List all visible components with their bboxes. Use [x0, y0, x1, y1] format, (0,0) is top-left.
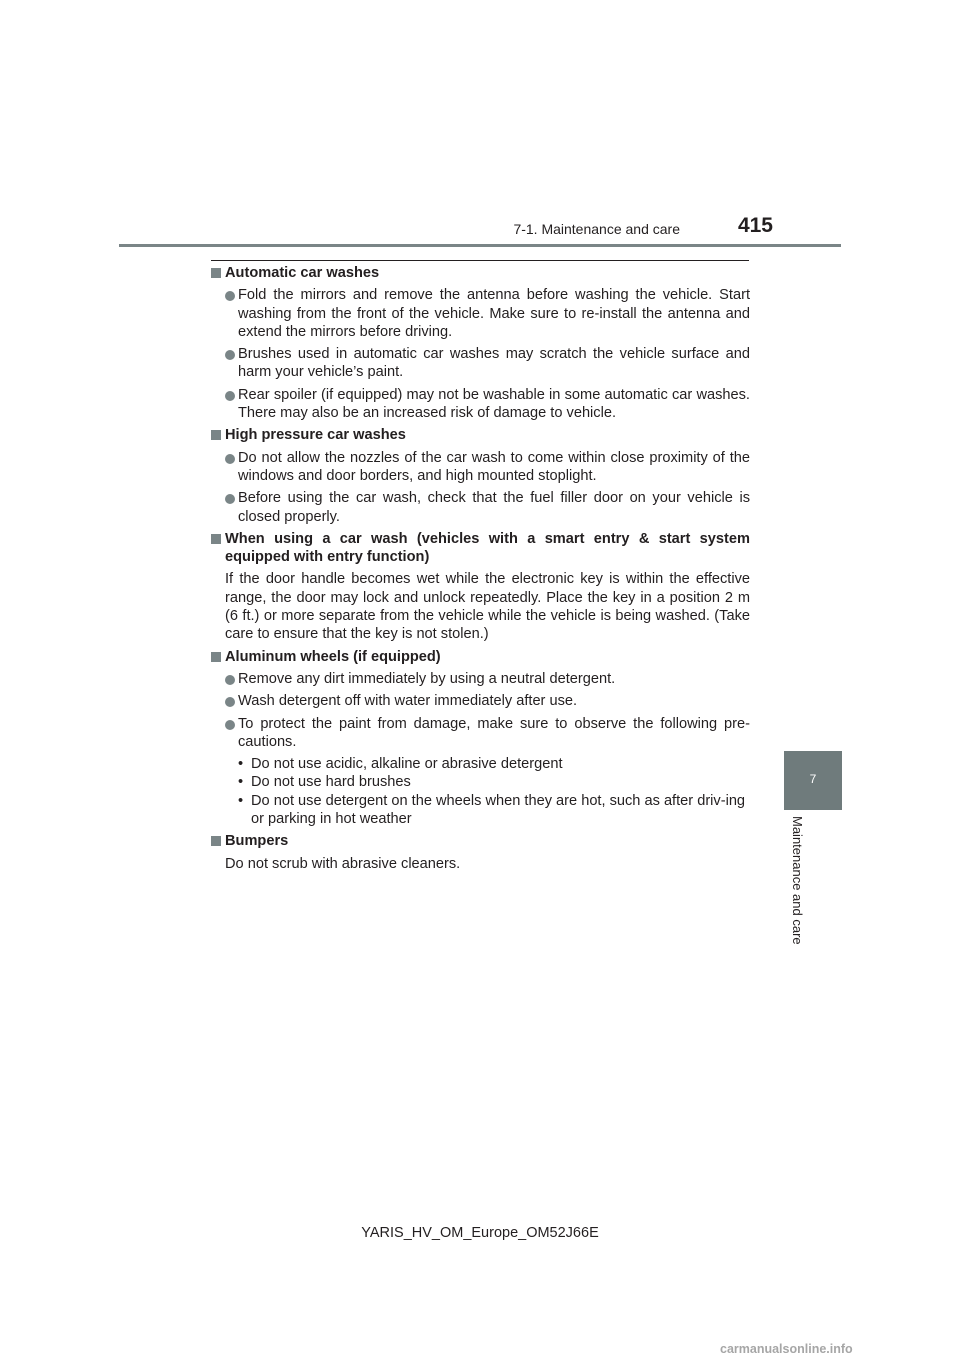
- circle-bullet-icon: [225, 291, 235, 301]
- list-item: Wash detergent off with water immediately after use.: [211, 692, 750, 710]
- section-heading-high-pressure-car-washes: High pressure car washes: [211, 426, 750, 444]
- section-heading-aluminum-wheels: Aluminum wheels (if equipped): [211, 648, 750, 666]
- chapter-number: 7: [809, 772, 817, 786]
- circle-bullet-icon: [225, 697, 235, 707]
- small-dot-icon: •: [238, 792, 244, 809]
- sub-list-item: • Do not use detergent on the wheels when they are hot, such as after driv-ing or parking in hot weather: [238, 792, 746, 828]
- square-bullet-icon: [211, 430, 221, 440]
- square-bullet-icon: [211, 268, 221, 278]
- small-dot-icon: •: [238, 774, 244, 791]
- list-item: Brushes used in automatic car washes may scratch the vehicle surface and harm your vehicle’s paint.: [211, 345, 750, 382]
- list-item: Rear spoiler (if equipped) may not be washable in some automatic car washes. There may also be an increased risk of damage to vehicle.: [211, 386, 750, 423]
- section-paragraph: If the door handle becomes wet while the electronic key is within the effective range, the door may lock and unlock repeatedly. Place the key in a position 2 m (6 ft.) or more separate from the vehicle while the vehicle is being washed. (Take care to ensure that the key is not stolen.): [225, 571, 750, 643]
- footer-document-code: YARIS_HV_OM_Europe_OM52J66E: [361, 1225, 599, 1241]
- content-top-rule: [211, 260, 749, 261]
- square-bullet-icon: [211, 836, 221, 846]
- watermark: carmanualsonline.info: [720, 1342, 853, 1356]
- list-item: To protect the paint from damage, make sure to observe the following pre-cautions.: [211, 715, 750, 752]
- circle-bullet-icon: [225, 494, 235, 504]
- header-section-title: 7-1. Maintenance and care: [513, 221, 680, 237]
- sub-list-item: • Do not use hard brushes: [238, 774, 411, 791]
- chapter-tab: [784, 751, 842, 810]
- section-paragraph: Do not scrub with abrasive cleaners.: [225, 855, 461, 872]
- sub-list-item: • Do not use acidic, alkaline or abrasive detergent: [238, 756, 563, 773]
- circle-bullet-icon: [225, 350, 235, 360]
- square-bullet-icon: [211, 534, 221, 544]
- section-heading-smart-entry: When using a car wash (vehicles with a smart entry & start system equipped with entry function): [211, 530, 750, 567]
- list-item: Fold the mirrors and remove the antenna before washing the vehicle. Start washing from the front of the vehicle. Make sure to re-install the antenna and extend the mirrors before driving.: [211, 286, 750, 341]
- circle-bullet-icon: [225, 675, 235, 685]
- chapter-title-vertical: Maintenance and care: [790, 816, 805, 945]
- small-dot-icon: •: [238, 756, 244, 773]
- sub-list: [211, 755, 750, 828]
- circle-bullet-icon: [225, 720, 235, 730]
- square-bullet-icon: [211, 652, 221, 662]
- section-heading-automatic-car-washes: Automatic car washes: [211, 264, 750, 282]
- page-number: 415: [737, 214, 773, 237]
- list-item: Before using the car wash, check that the fuel filler door on your vehicle is closed properly.: [211, 489, 750, 526]
- section-heading-bumpers: Bumpers: [211, 832, 750, 850]
- content-body: [211, 264, 750, 873]
- header-rule: [119, 244, 841, 247]
- list-item: Do not allow the nozzles of the car wash to come within close proximity of the windows and door borders, and high mounted stoplight.: [211, 449, 750, 486]
- circle-bullet-icon: [225, 391, 235, 401]
- circle-bullet-icon: [225, 454, 235, 464]
- list-item: Remove any dirt immediately by using a neutral detergent.: [211, 670, 750, 688]
